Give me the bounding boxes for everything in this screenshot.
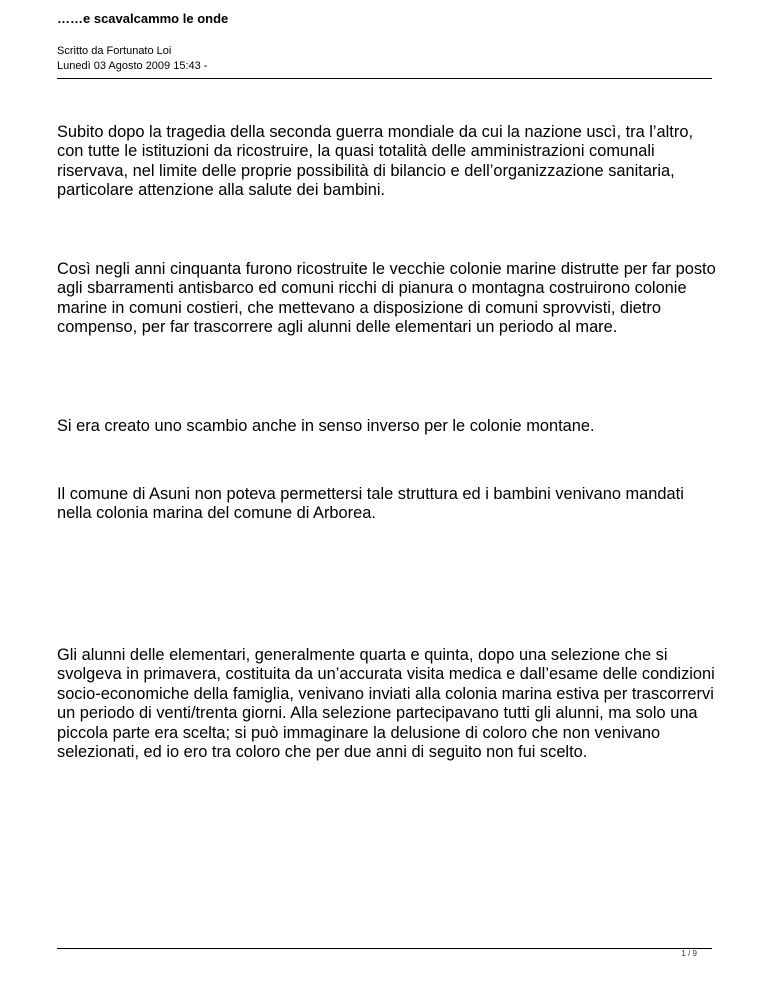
- paragraph: Subito dopo la tragedia della seconda guerra mondiale da cui la nazione uscì, tra l’altro, con tutte le istituzioni da ricostruire, la quasi totalità delle amministrazioni comunali riservava, nel limite delle proprie possibilità di bilancio e dell’organizzazione sanitaria, particolare attenzione alla salute dei bambini.: [57, 123, 693, 200]
- article-title: ……e scavalcammo le onde: [57, 11, 229, 26]
- date-line: Lunedì 03 Agosto 2009 15:43 -: [57, 60, 208, 72]
- header-divider: [57, 78, 712, 79]
- author-line: Scritto da Fortunato Loi: [57, 45, 172, 57]
- paragraph: Il comune di Asuni non poteva permettersi tale struttura ed i bambini venivano mandati nella colonia marina del comune di Arborea.: [57, 485, 684, 523]
- page-number: 1 / 9: [681, 949, 697, 958]
- footer-divider: [57, 948, 712, 949]
- paragraph: Si era creato uno scambio anche in senso inverso per le colonie montane.: [57, 417, 595, 435]
- paragraph: Così negli anni cinquanta furono ricostruite le vecchie colonie marine distrutte per far posto agli sbarramenti antisbarco ed comuni ricchi di pianura o montagna costruirono colonie marine in comuni costieri, che mettevano a disposizione di comuni sprovvisti, dietro compenso, per far trascorrere agli alunni delle elementari un periodo al mare.: [57, 260, 716, 337]
- paragraph: Gli alunni delle elementari, generalmente quarta e quinta, dopo una selezione che si svolgeva in primavera, costituita da un’accurata visita medica e dall’esame delle condizioni socio-economiche della famiglia, venivano inviati alla colonia marina estiva per trascorrervi un periodo di venti/trenta giorni. Alla selezione partecipavano tutti gli alunni, ma solo una piccola parte era scelta; si può immaginare la delusione di coloro che non venivano selezionati, ed io ero tra coloro che per due anni di seguito non fui scelto.: [57, 646, 715, 762]
